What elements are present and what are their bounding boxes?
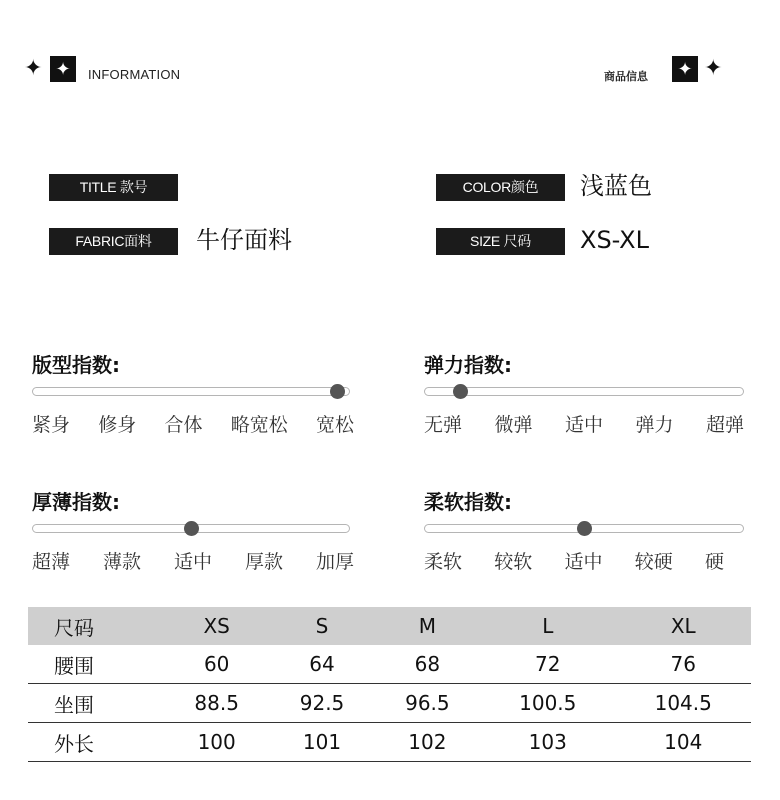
table-cell: 60 <box>164 645 269 684</box>
option-label: 厚款 <box>244 551 283 573</box>
option-label: 紧身 <box>32 414 71 436</box>
star-icon: ✦ <box>704 56 723 81</box>
thickness-index-options <box>32 547 354 574</box>
table-cell: 腰围 <box>28 645 164 684</box>
table-header-cell: XL <box>616 607 752 645</box>
size-table <box>28 607 751 762</box>
option-label: 修身 <box>98 414 137 436</box>
color-value: 浅蓝色 <box>580 172 652 200</box>
table-header-row <box>28 607 751 645</box>
fabric-value: 牛仔面料 <box>196 226 292 254</box>
star-icon: ✦ <box>24 56 43 81</box>
table-header-cell: S <box>269 607 374 645</box>
color-label: COLOR颜色 <box>436 174 565 201</box>
information-label: INFORMATION <box>88 67 181 82</box>
product-info-label: 商品信息 <box>604 70 648 83</box>
option-label: 微弹 <box>494 414 533 436</box>
option-label: 弹力 <box>635 414 674 436</box>
softness-index-options <box>424 547 724 574</box>
table-row <box>28 645 751 684</box>
option-label: 超弹 <box>705 414 744 436</box>
thickness-index-track <box>32 524 350 533</box>
option-label: 硬 <box>704 551 724 573</box>
option-label: 加厚 <box>315 551 354 573</box>
option-label: 适中 <box>564 414 603 436</box>
square-star-icon: ✦ <box>50 56 76 82</box>
table-cell: 外长 <box>28 723 164 762</box>
table-cell: 104.5 <box>616 684 752 723</box>
option-label: 较硬 <box>634 551 673 573</box>
option-label: 较软 <box>494 551 533 573</box>
table-cell: 100 <box>164 723 269 762</box>
elasticity-index-title: 弹力指数: <box>424 353 512 377</box>
option-label: 合体 <box>164 414 203 436</box>
table-cell: 坐围 <box>28 684 164 723</box>
table-cell: 68 <box>375 645 480 684</box>
option-label: 适中 <box>173 551 212 573</box>
softness-index-title: 柔软指数: <box>424 490 512 514</box>
table-cell: 92.5 <box>269 684 374 723</box>
option-label: 略宽松 <box>230 414 288 436</box>
option-label: 宽松 <box>315 414 354 436</box>
table-header-cell: L <box>480 607 615 645</box>
option-label: 薄款 <box>102 551 141 573</box>
square-star-icon: ✦ <box>672 56 698 82</box>
table-cell: 102 <box>375 723 480 762</box>
table-cell: 96.5 <box>375 684 480 723</box>
title-label: TITLE 款号 <box>49 174 178 201</box>
option-label: 适中 <box>564 551 603 573</box>
fit-index-track <box>32 387 350 396</box>
table-cell: 88.5 <box>164 684 269 723</box>
table-header-cell: M <box>375 607 480 645</box>
size-value: XS-XL <box>580 226 649 254</box>
thickness-index-knob <box>184 521 199 536</box>
table-header-cell: 尺码 <box>28 607 164 645</box>
option-label: 柔软 <box>424 551 463 573</box>
size-label: SIZE 尺码 <box>436 228 565 255</box>
table-row <box>28 684 751 723</box>
table-row <box>28 723 751 762</box>
elasticity-index-track <box>424 387 744 396</box>
table-cell: 72 <box>480 645 615 684</box>
elasticity-index-knob <box>453 384 468 399</box>
softness-index-track <box>424 524 744 533</box>
fit-index-knob <box>330 384 345 399</box>
table-cell: 104 <box>616 723 752 762</box>
fit-index-options <box>32 410 354 437</box>
table-cell: 101 <box>269 723 374 762</box>
softness-index-knob <box>577 521 592 536</box>
size-table-wrapper <box>28 607 751 762</box>
fit-index-title: 版型指数: <box>32 353 120 377</box>
table-header-cell: XS <box>164 607 269 645</box>
table-cell: 103 <box>480 723 615 762</box>
elasticity-index-options <box>424 410 744 437</box>
table-cell: 76 <box>616 645 752 684</box>
fabric-label: FABRIC面料 <box>49 228 178 255</box>
table-cell: 100.5 <box>480 684 615 723</box>
table-cell: 64 <box>269 645 374 684</box>
option-label: 超薄 <box>32 551 71 573</box>
option-label: 无弹 <box>424 414 463 436</box>
thickness-index-title: 厚薄指数: <box>32 490 120 514</box>
